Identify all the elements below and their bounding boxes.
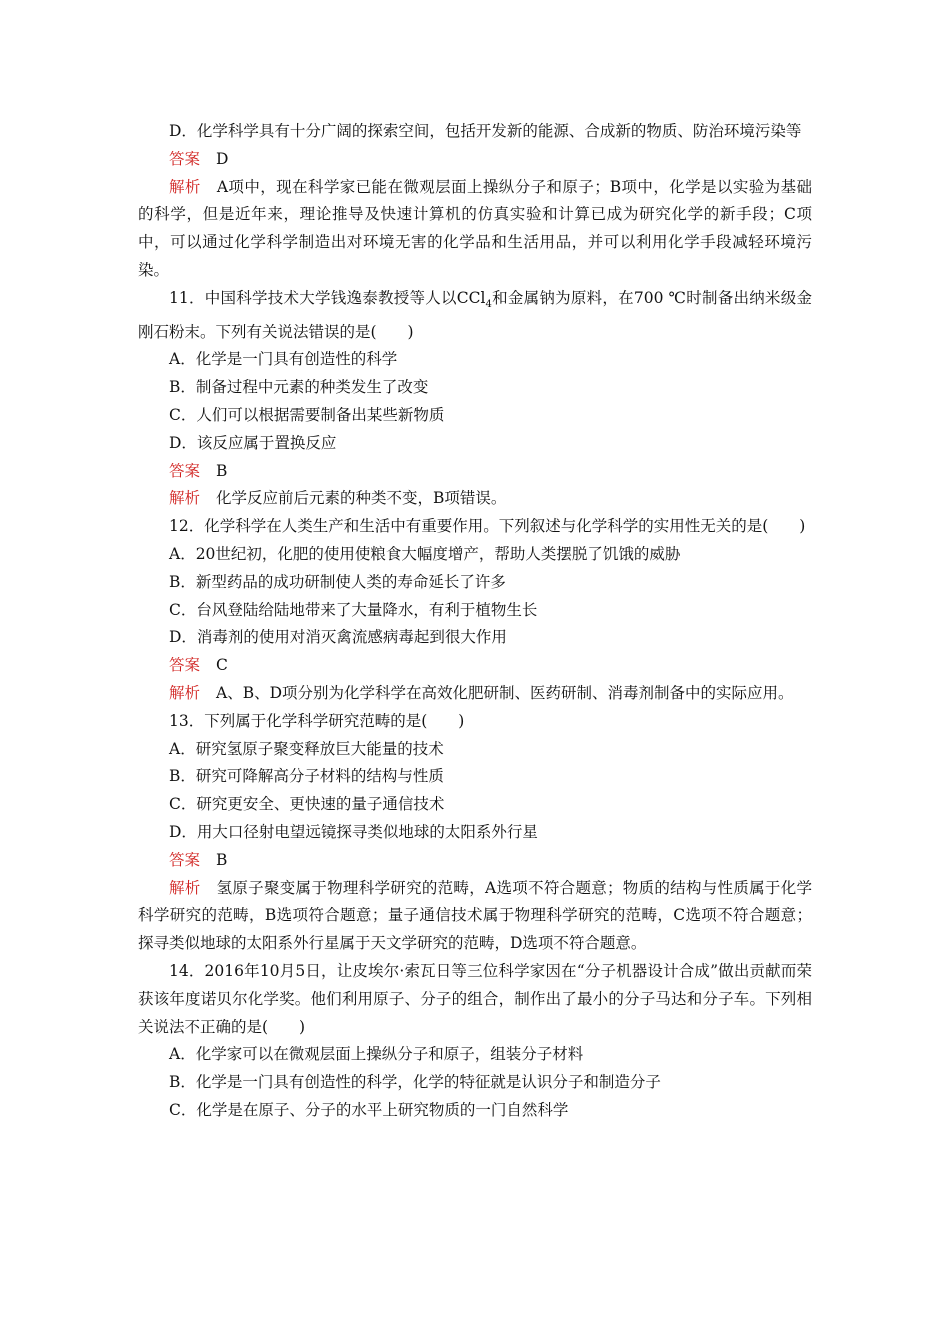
q10-analysis (138, 174, 812, 285)
q11-option-c: C．人们可以根据需要制备出某些新物质 (169, 406, 445, 425)
q14-option-b: B．化学是一门具有创造性的科学，化学的特征就是认识分子和制造分子 (169, 1073, 661, 1092)
q12-option-c: C．台风登陆给陆地带来了大量降水，有利于植物生长 (169, 600, 538, 619)
analysis-text: 化学反应前后元素的种类不变，B项错误。 (216, 489, 507, 508)
q13-option-a: A．研究氢原子聚变释放巨大能量的技术 (169, 739, 444, 758)
q13-option-d: D．用大口径射电望远镜探寻类似地球的太阳系外行星 (169, 823, 538, 842)
q12-option-d: D．消毒剂的使用对消灭禽流感病毒起到很大作用 (169, 628, 507, 647)
analysis-text: A项中，现在科学家已能在微观层面上操纵分子和原子；B项中，化学是以实验为基础的科学，但是近年来，理论推导及快速计算机的仿真实验和计算已成为研究化学的新手段；C项中，可以通过化学科学制造出对环境无害的化学品和生活用品，并可以利用化学手段减轻环境污染。 (138, 177, 812, 279)
answer-value: C (216, 656, 228, 675)
q14-option-a: A．化学家可以在微观层面上操纵分子和原子，组装分子材料 (169, 1045, 584, 1064)
q11-analysis (138, 485, 812, 513)
answer-value: D (216, 149, 229, 168)
q12-option-b: B．新型药品的成功研制使人类的寿命延长了许多 (169, 572, 506, 591)
analysis-text: 氢原子聚变属于物理科学研究的范畴，A选项不符合题意；物质的结构与性质属于化学科学研究的范畴，B选项符合题意；量子通信技术属于物理科学研究的范畴，C选项不符合题意；探寻类似地球的太阳系外行星属于天文学研究的范畴，D选项不符合题意。 (138, 878, 812, 953)
analysis-text: A、B、D项分别为化学科学在高效化肥研制、医药研制、消毒剂制备中的实际应用。 (216, 684, 794, 703)
answer-label: 答案 (169, 461, 201, 480)
q10-option-d: D．化学科学具有十分广阔的探索空间，包括开发新的能源、合成新的物质、防治环境污染等 (169, 122, 802, 140)
q11-stem (138, 285, 812, 347)
q12-answer (138, 652, 812, 680)
q12-option-a: A．20世纪初，化肥的使用使粮食大幅度增产，帮助人类摆脱了饥饿的威胁 (169, 545, 681, 564)
analysis-label: 解析 (169, 489, 201, 508)
q13-answer (138, 847, 812, 875)
answer-value: B (216, 461, 228, 480)
q11-option-d: D．该反应属于置换反应 (169, 433, 337, 452)
q13-option-c: C．研究更安全、更快速的量子通信技术 (169, 795, 445, 814)
answer-value: B (216, 850, 228, 869)
q11-option-b: B．制备过程中元素的种类发生了改变 (169, 378, 429, 397)
answer-label: 答案 (169, 850, 201, 869)
analysis-label: 解析 (169, 177, 201, 196)
analysis-label: 解析 (169, 684, 201, 703)
q11-answer (138, 458, 812, 486)
q11-stem-part2: 和金属钠为原料，在700 ℃时制备出纳米级金刚石粉末。下列有关说法错误的是( ) (138, 288, 813, 341)
q12-analysis (138, 680, 812, 708)
q13-option-b: B．研究可降解高分子材料的结构与性质 (169, 767, 444, 786)
q11-option-a: A．化学是一门具有创造性的科学 (169, 350, 398, 369)
q11-subscript: 4 (485, 298, 492, 310)
answer-label: 答案 (169, 149, 201, 168)
q11-stem-part1: 11．中国科学技术大学钱逸泰教授等人以CCl (169, 288, 486, 307)
q14-stem: 14．2016年10月5日，让皮埃尔·索瓦日等三位科学家因在“分子机器设计合成”做出贡献而荣获该年度诺贝尔化学奖。他们利用原子、分子的组合，制作出了最小的分子马达和分子车。下列相关说法不正确的是( ) (138, 962, 812, 1036)
q14-option-c: C．化学是在原子、分子的水平上研究物质的一门自然科学 (169, 1100, 569, 1119)
analysis-label: 解析 (169, 878, 201, 897)
q13-analysis (138, 875, 812, 958)
q12-stem: 12．化学科学在人类生产和生活中有重要作用。下列叙述与化学科学的实用性无关的是( ) (169, 517, 806, 536)
answer-label: 答案 (169, 656, 201, 675)
q10-answer (138, 146, 812, 174)
q13-stem: 13．下列属于化学科学研究范畴的是( ) (169, 711, 465, 730)
